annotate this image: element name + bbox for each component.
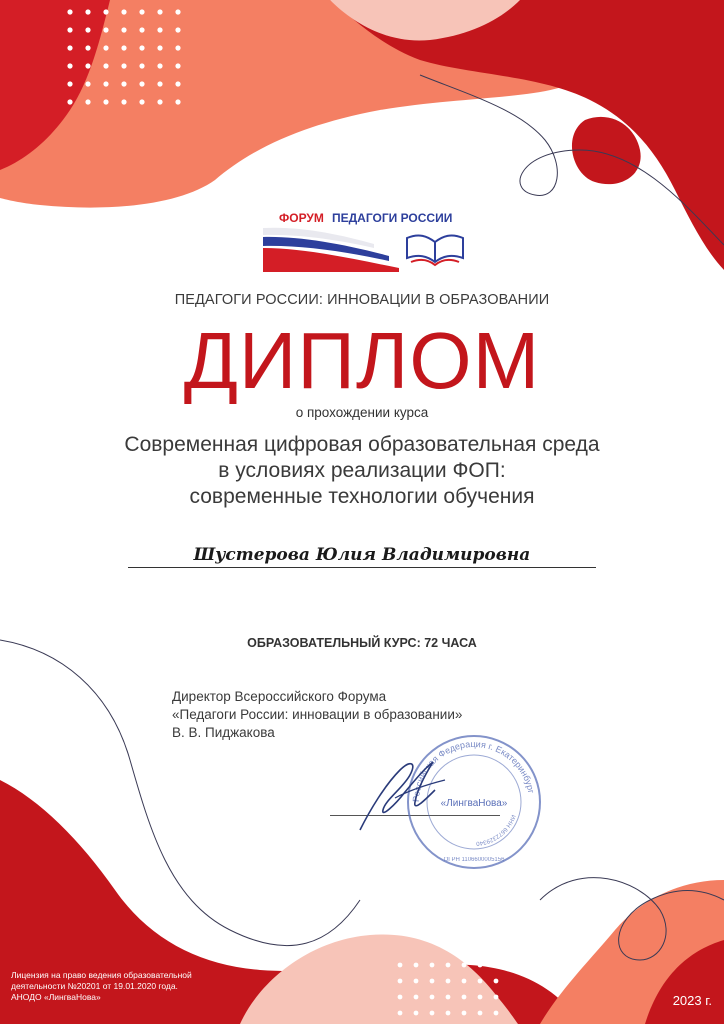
decorative-dot (414, 1011, 419, 1016)
decorative-dot (414, 963, 419, 968)
decorative-dot (139, 9, 144, 14)
decorative-dot (462, 995, 467, 1000)
subtitle: о прохождении курса (295, 405, 429, 420)
forum-title: ПЕДАГОГИ РОССИИ: ИННОВАЦИИ В ОБРАЗОВАНИИ (174, 292, 550, 308)
decorative-dot (175, 45, 180, 50)
decorative-dot (430, 1011, 435, 1016)
decorative-dot (430, 995, 435, 1000)
decorative-dot (121, 27, 126, 32)
decorative-dot (414, 979, 419, 984)
decorative-dot (157, 81, 162, 86)
course-title (0, 432, 724, 510)
decorative-dot (103, 45, 108, 50)
decorative-dot (139, 27, 144, 32)
decorative-dot (85, 45, 90, 50)
license-line-3: АНОДО «ЛингваНова» (11, 992, 101, 1002)
decorative-dot (462, 979, 467, 984)
decorative-dot (430, 963, 435, 968)
stamp-ring-text: Российская Федерация г. Екатеринбург (410, 738, 537, 803)
decorative-dot (67, 45, 72, 50)
decorative-dot (67, 63, 72, 68)
decorative-dot (157, 63, 162, 68)
decorative-dot (157, 45, 162, 50)
decorative-dot (103, 99, 108, 104)
decorative-dot (121, 45, 126, 50)
license-line-2: деятельности №20201 от 19.01.2020 года. (11, 981, 178, 991)
decorative-dot (478, 1011, 483, 1016)
decorative-dot (157, 9, 162, 14)
decorative-dot (85, 63, 90, 68)
decorative-dot (478, 979, 483, 984)
decorative-dot (103, 81, 108, 86)
decorative-dot (446, 995, 451, 1000)
decorative-dot (67, 81, 72, 86)
decorative-dot (175, 27, 180, 32)
decorative-dot (478, 995, 483, 1000)
logo-word-pedagogi: ПЕДАГОГИ РОССИИ (332, 211, 453, 225)
decorative-dot (446, 979, 451, 984)
decorative-dot (175, 99, 180, 104)
license-line-1: Лицензия на право ведения образовательной (11, 970, 192, 980)
issue-year: 2023 г. (672, 993, 712, 1008)
decorative-dot (478, 963, 483, 968)
decorative-dot (462, 1011, 467, 1016)
decorative-dot (430, 979, 435, 984)
decorative-dot (446, 963, 451, 968)
decorative-dot (157, 99, 162, 104)
decorative-dot (398, 979, 403, 984)
decorative-dot (139, 63, 144, 68)
document-type-heading: ДИПЛОМ (183, 316, 541, 405)
decorative-dot (446, 1011, 451, 1016)
decorative-dot (398, 963, 403, 968)
logo-word-forum: ФОРУМ (279, 211, 324, 225)
decorative-dot (67, 9, 72, 14)
decorative-dot (121, 99, 126, 104)
decorative-dot (139, 99, 144, 104)
course-title-line-1: Современная цифровая образовательная среда (124, 433, 600, 456)
decorative-dot (121, 81, 126, 86)
decorative-dot (103, 27, 108, 32)
decorative-dot (398, 995, 403, 1000)
decorative-dot (175, 63, 180, 68)
director-forum: «Педагоги России: инновации в образовании» (172, 707, 463, 722)
decorative-dot (414, 995, 419, 1000)
decorative-dot (175, 81, 180, 86)
decorative-dot (85, 99, 90, 104)
stamp-center-text: «ЛингваНова» (440, 798, 508, 809)
decorative-dot (494, 963, 499, 968)
decorative-dot (85, 27, 90, 32)
name-underline (128, 567, 596, 568)
decorative-dot (139, 81, 144, 86)
forum-logo (259, 208, 467, 272)
course-hours: ОБРАЗОВАТЕЛЬНЫЙ КУРС: 72 ЧАСА (247, 636, 477, 650)
decorative-dot (398, 1011, 403, 1016)
director-name: В. В. Пиджакова (172, 725, 275, 740)
bottom-pink-wave (240, 934, 518, 1024)
decorative-dot (85, 81, 90, 86)
decorative-dot (494, 995, 499, 1000)
decorative-dot (121, 9, 126, 14)
stamp-inn-text: ИНН 6672329340 (475, 813, 516, 846)
decorative-dot (67, 99, 72, 104)
stamp-ogrn-text: ОГРН 1106600005156 (443, 857, 505, 863)
decorative-dot (85, 9, 90, 14)
course-title-line-3: современные технологии обучения (189, 485, 535, 508)
decorative-dot (462, 963, 467, 968)
director-signature (355, 740, 455, 835)
decorative-dot (103, 9, 108, 14)
license-text (11, 970, 192, 1003)
svg-text:ИНН 6672329340 (475, 814, 516, 846)
decorative-dot (121, 63, 126, 68)
decorative-dot (494, 979, 499, 984)
decorative-dot (175, 9, 180, 14)
director-title: Директор Всероссийского Форума (172, 689, 387, 704)
course-title-line-2: в условиях реализации ФОП: (218, 459, 506, 482)
decorative-dot (103, 63, 108, 68)
recipient-name: Шустерова Юлия Владимировна (193, 545, 531, 565)
decorative-dot (157, 27, 162, 32)
decorative-dot (67, 27, 72, 32)
decorative-dot (494, 1011, 499, 1016)
decorative-dot (139, 45, 144, 50)
